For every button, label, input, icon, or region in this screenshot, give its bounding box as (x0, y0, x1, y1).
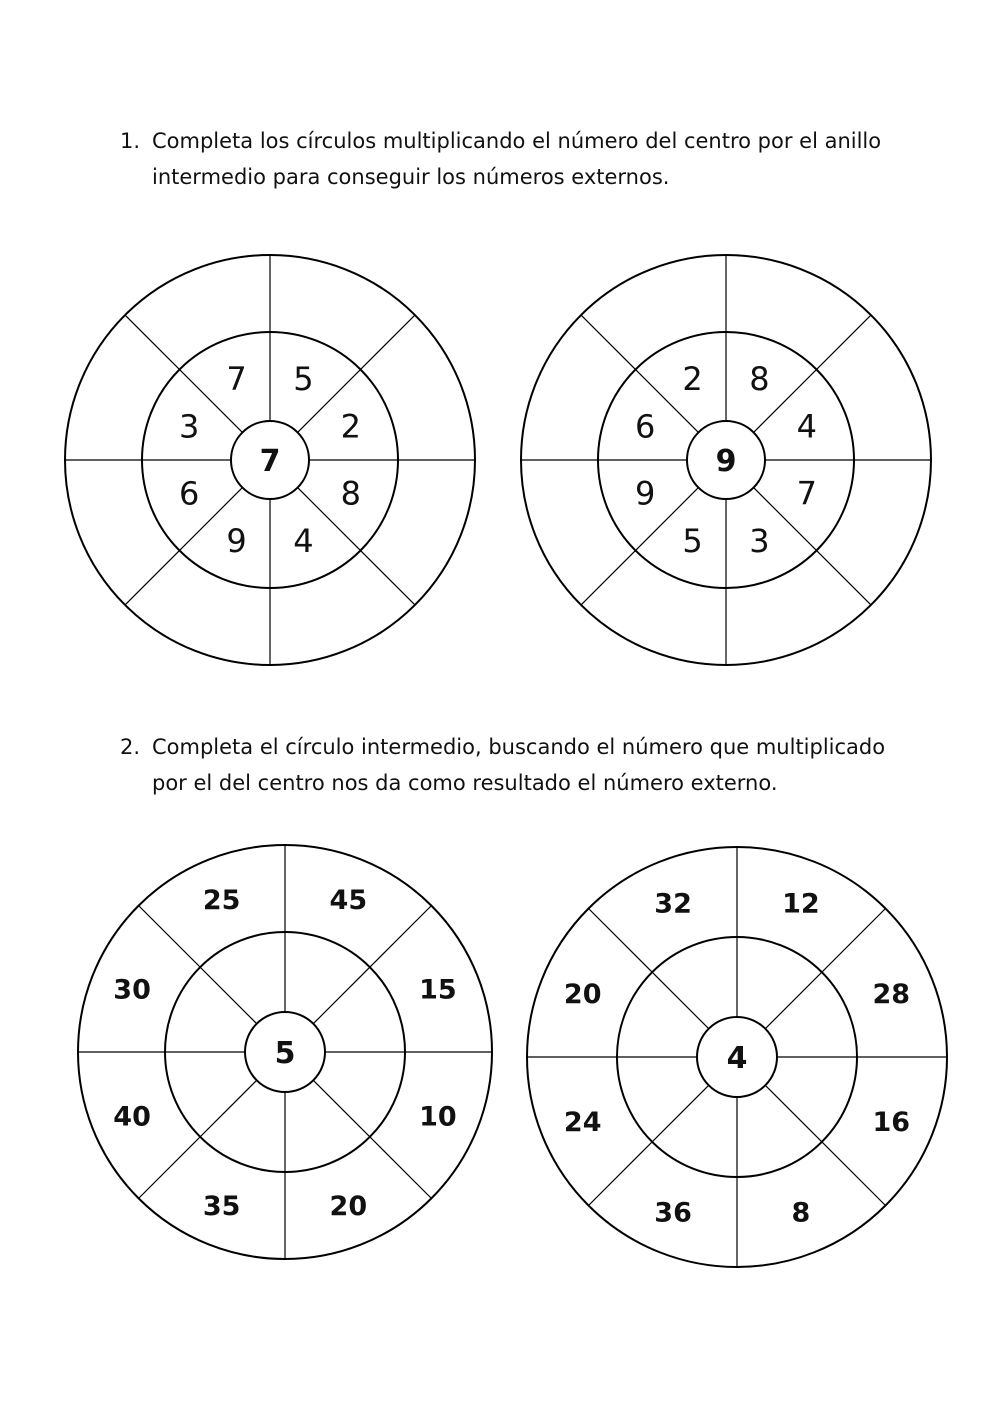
outer-cell-number: 30 (113, 974, 151, 1006)
middle-cell-number: 8 (340, 474, 362, 513)
exercise-2-line-2: por el del centro nos da como resultado el número externo. (152, 771, 778, 795)
middle-cell-number: 2 (340, 407, 362, 446)
center-number: 9 (715, 444, 737, 479)
spoke-line (589, 909, 709, 1029)
middle-cell-number: 5 (682, 521, 703, 560)
outer-cell-number: 28 (872, 979, 911, 1011)
outer-cell-number: 45 (329, 885, 368, 917)
middle-cell-number: 5 (293, 360, 314, 399)
spoke-line (139, 1080, 257, 1198)
outer-cell-number: 32 (654, 888, 692, 920)
middle-cell-number: 3 (749, 521, 770, 560)
exercise-1-line-2: intermedio para conseguir los números externos. (152, 165, 670, 189)
outer-cell-number: 20 (329, 1190, 368, 1222)
outer-cell-number: 16 (872, 1106, 911, 1138)
middle-cell-number: 4 (293, 521, 314, 560)
outer-cell-number: 40 (113, 1101, 151, 1133)
outer-cell-number: 35 (202, 1190, 241, 1222)
middle-cell-number: 7 (796, 474, 818, 513)
center-number: 7 (259, 444, 281, 479)
spoke-line (765, 1085, 885, 1205)
outer-cell-number: 25 (202, 885, 241, 917)
spoke-line (313, 1080, 431, 1198)
outer-cell-number: 15 (419, 974, 457, 1006)
exercise-1-line-1: Completa los círculos multiplicando el número del centro por el anillo (152, 129, 882, 153)
middle-cell-number: 2 (682, 360, 703, 399)
middle-cell-number: 9 (226, 521, 247, 560)
wheel-3 (78, 845, 492, 1259)
middle-cell-number: 4 (796, 407, 818, 446)
exercise-2-line-1: Completa el círculo intermedio, buscando el número que multiplicado (152, 735, 886, 759)
outer-cell-number: 20 (563, 979, 602, 1011)
wheel-1 (65, 255, 475, 665)
middle-cell-number: 8 (749, 360, 770, 399)
center-number: 4 (726, 1041, 748, 1076)
wheel-2 (521, 255, 931, 665)
exercise-1-number: 1. (120, 129, 141, 153)
outer-cell-number: 12 (782, 888, 820, 920)
spoke-line (313, 906, 431, 1024)
spoke-line (139, 906, 257, 1024)
outer-cell-number: 36 (654, 1197, 692, 1229)
spoke-line (765, 909, 885, 1029)
outer-cell-number: 24 (563, 1106, 602, 1138)
middle-cell-number: 7 (226, 360, 247, 399)
wheel-4 (527, 847, 947, 1267)
middle-cell-number: 3 (178, 407, 200, 446)
outer-cell-number: 8 (791, 1197, 811, 1229)
middle-cell-number: 6 (178, 474, 200, 513)
outer-cell-number: 10 (419, 1101, 457, 1133)
middle-cell-number: 9 (634, 474, 656, 513)
spoke-line (589, 1085, 709, 1205)
center-number: 5 (274, 1036, 296, 1071)
exercise-2-number: 2. (120, 735, 141, 759)
middle-cell-number: 6 (634, 407, 656, 446)
